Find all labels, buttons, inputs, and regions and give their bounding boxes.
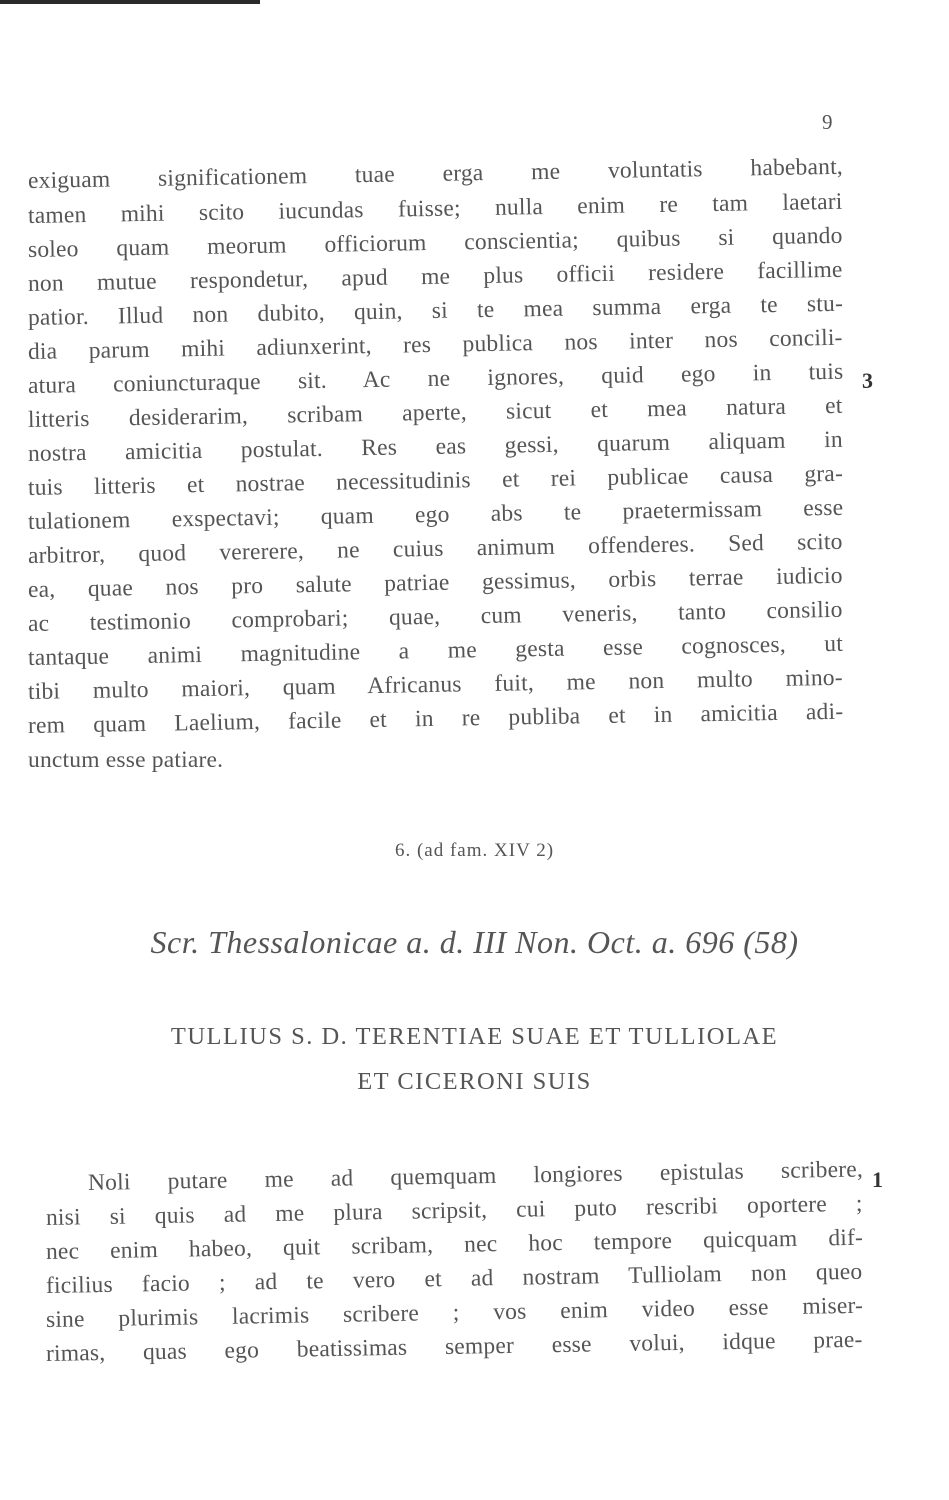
- text-line: rem quam Laelium, facile et in re publiba et in amicitia adi-: [27, 698, 844, 739]
- text-line: soleo quam meorum officiorum conscientia; quibus si quando: [27, 222, 843, 263]
- text-line: atura coniuncturaque sit. Ac ne ignores, quid ego in tuis: [27, 358, 844, 399]
- text-line: ac testimonio comprobari; quae, cum veneris, tanto consilio: [27, 596, 843, 637]
- text-line: tulationem exspectavi; quam ego abs te praetermissam esse: [27, 494, 844, 535]
- text-line: tuis litteris et nostrae necessitudinis et rei publicae causa gra-: [27, 460, 844, 501]
- text-line: exiguam significationem tuae erga me voluntatis habebant,: [27, 153, 844, 194]
- salutation-heading-line-2: ET CICERONI SUIS: [357, 1068, 592, 1095]
- top-edge-mark: [0, 0, 260, 4]
- dateline: Scr. Thessalonicae a. d. III Non. Oct. a. 696 (58): [150, 924, 799, 960]
- text-line: dia parum mihi adiunxerint, res publica nos inter nos concili-: [27, 324, 843, 365]
- salutation-heading-line-1: TULLIUS S. D. TERENTIAE SUAE ET TULLIOLAE: [170, 1023, 779, 1050]
- text-line: nec enim habeo, quit scribam, nec hoc tempore quicquam dif-: [45, 1224, 864, 1265]
- text-line: ea, quae nos pro salute patriae gessimus, orbis terrae iudicio: [27, 562, 843, 603]
- letter-reference: 6. (ad fam. XIV 2): [394, 840, 555, 861]
- text-line: sine plurimis lacrimis scribere ; vos enim video esse miser-: [45, 1292, 864, 1333]
- text-line: tamen mihi scito iucundas fuisse; nulla enim re tam laetari: [27, 188, 843, 229]
- margin-section-number: 1: [872, 1167, 883, 1192]
- page-number: 9: [822, 110, 833, 134]
- text-line: Noli putare me ad quemquam longiores epistulas scribere,: [87, 1156, 864, 1196]
- text-line: nostra amicitia postulat. Res eas gessi, quarum aliquam in: [27, 426, 844, 467]
- text-line: ficilius facio ; ad te vero et ad nostram Tulliolam non queo: [45, 1258, 863, 1299]
- text-line: nisi si quis ad me plura scripsit, cui puto rescribi oportere ;: [45, 1190, 863, 1231]
- text-line: patior. Illud non dubito, quin, si te mea summa erga te stu-: [27, 290, 844, 331]
- text-line: rimas, quas ego beatissimas semper esse volui, idque prae-: [45, 1326, 863, 1367]
- text-line: tantaque animi magnitudine a me gesta esse cognosces, ut: [27, 630, 844, 671]
- margin-section-number: 3: [862, 368, 873, 393]
- text-line: unctum esse patiare.: [28, 747, 224, 773]
- text-line: tibi multo maiori, quam Africanus fuit, me non multo mino-: [27, 664, 843, 705]
- text-line: litteris desiderarim, scribam aperte, sicut et mea natura et: [27, 392, 843, 433]
- text-line: arbitror, quod vererere, ne cuius animum offenderes. Sed scito: [27, 528, 843, 569]
- text-line: non mutue respondetur, apud me plus officii residere facillime: [27, 256, 843, 297]
